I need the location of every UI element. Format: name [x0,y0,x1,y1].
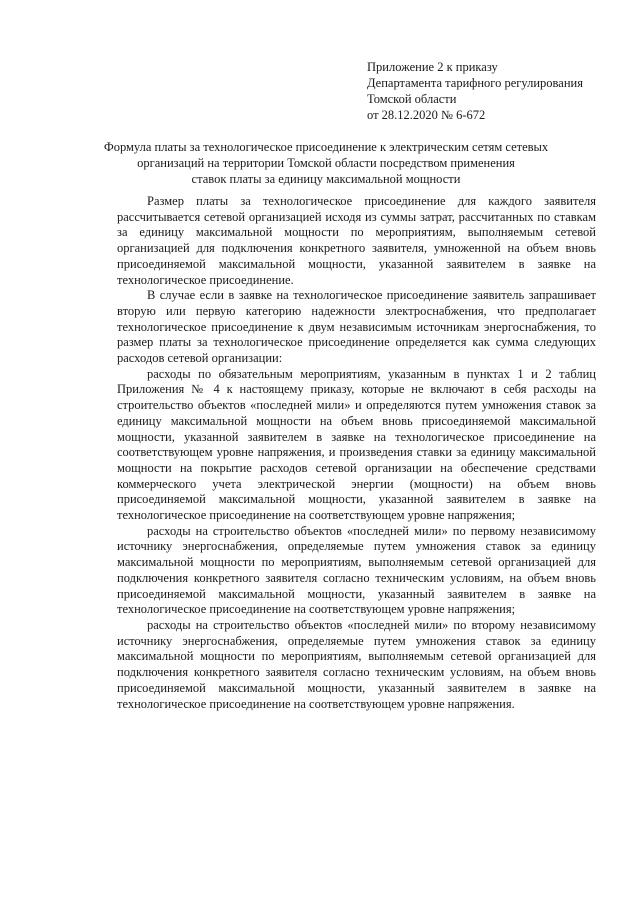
appendix-header-line: Томской области [367,92,457,106]
document-title-line: Формула платы за технологическое присоединение к электрическим сетям сетевых [103,140,549,154]
document-title-line: организаций на территории Томской области посредством применения [137,156,515,170]
appendix-header [367,59,627,123]
body-paragraph: расходы на строительство объектов «последней мили» по первому независимому источнику энергоснабжения, определяемые путем умножения ставок за единицу максимальной мощности по мероприятиям, выполняемым сетевой организацией для подключения конкретного заявителя согласно техническим условиям, на объем вновь присоединяемой максимальной мощности, указанный заявителем в заявке на технологическое присоединение на соответствующем уровне напряжения; [117,523,596,617]
appendix-header-line: Департамента тарифного регулирования [367,76,583,90]
body-paragraph: расходы по обязательным мероприятиям, указанным в пунктах 1 и 2 таблиц Приложения № 4 к настоящему приказу, которые не включают в себя расходы на строительство объектов «последней мили» и определяются путем умножения ставок за единицу максимальной мощности на объем вновь присоединяемой максимальной мощности, указанной заявителем в заявке на технологическое присоединение на соответствующем уровне напряжения, и произведения ставки за единицу максимальной мощности на покрытие расходов сетевой организации на обеспечение средствами коммерческого учета электрической энергии (мощности) на объем вновь присоединяемой максимальной мощности, указанной заявителем в заявке на технологическое присоединение на соответствующем уровне напряжения; [117,366,596,523]
body-paragraph: В случае если в заявке на технологическое присоединение заявитель запрашивает вторую или первую категорию надежности электроснабжения, что предполагает технологическое присоединение к двум независимым источникам энергоснабжения, то размер платы за технологическое присоединение определяется как сумма следующих расходов сетевой организации: [117,288,596,366]
document-body [117,194,596,712]
body-paragraph: Размер платы за технологическое присоединение для каждого заявителя рассчитывается сетевой организацией исходя из суммы затрат, рассчитанных по ставкам за единицу максимальной мощности по мероприятиям, выполняемым сетевой организацией для подключения конкретного заявителя, умноженной на объем вновь присоединяемой максимальной мощности, указанной заявителем в заявке на технологическое присоединение. [117,194,596,287]
body-paragraph: расходы на строительство объектов «последней мили» по второму независимому источнику энергоснабжения, определяемые путем умножения ставок за единицу максимальной мощности по мероприятиям, выполняемым сетевой организацией для подключения конкретного заявителя согласно техническим условиям, на объем вновь присоединяемой максимальной мощности, указанный заявителем в заявке на технологическое присоединение на соответствующем уровне напряжения. [117,617,596,711]
document-title-line: ставок платы за единицу максимальной мощности [191,172,461,186]
appendix-header-line: Приложение 2 к приказу [367,60,498,74]
appendix-header-line: от 28.12.2020 № 6-672 [367,108,486,122]
document-title [96,139,556,187]
